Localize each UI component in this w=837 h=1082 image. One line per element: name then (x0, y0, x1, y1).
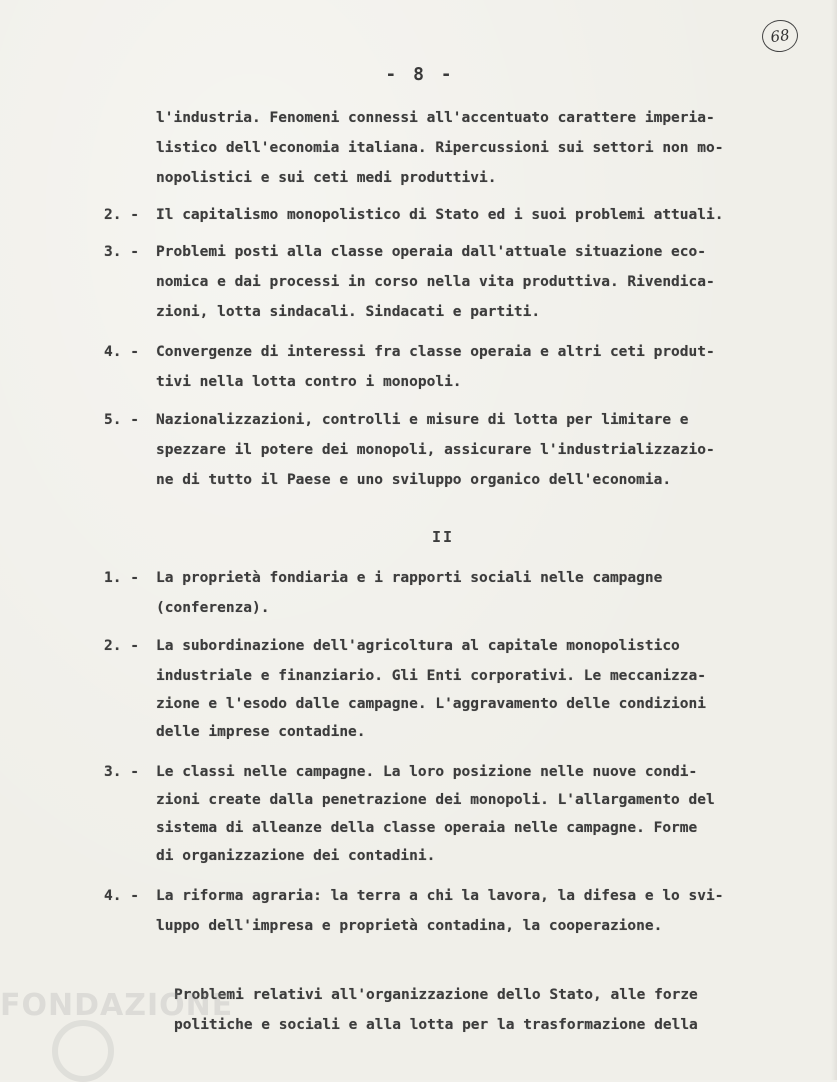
watermark-logo-icon (52, 1020, 114, 1082)
list-item-line: La riforma agraria: la terra a chi la lavora, la difesa e lo svi- (156, 888, 724, 904)
closing-line: Problemi relativi all'organizzazione dello Stato, alle forze (174, 987, 698, 1003)
closing-line: politiche e sociali e alla lotta per la trasformazione della (174, 1017, 698, 1033)
list-item-line: (conferenza). (156, 600, 270, 616)
list-item-line: delle imprese contadine. (156, 724, 366, 740)
list-item-number: 2. - (104, 207, 139, 223)
intro-line: l'industria. Fenomeni connessi all'accentuato carattere imperia- (156, 110, 715, 126)
list-item-line: Le classi nelle campagne. La loro posizione nelle nuove condi- (156, 764, 698, 780)
intro-line: listico dell'economia italiana. Ripercussioni sui settori non mo- (156, 140, 724, 156)
page-edge-shadow (831, 0, 837, 1080)
list-item-number: 4. - (104, 344, 139, 360)
list-item-line: Il capitalismo monopolistico di Stato ed i suoi problemi attuali. (156, 207, 724, 223)
archive-number-stamp: 68 (760, 18, 800, 55)
page-number: - 8 - (385, 64, 455, 85)
list-item-number: 5. - (104, 412, 139, 428)
intro-line: nopolistici e sui ceti medi produttivi. (156, 170, 497, 186)
list-item-line: luppo dell'impresa e proprietà contadina, la cooperazione. (156, 918, 663, 934)
list-item-line: Convergenze di interessi fra classe operaia e altri ceti produt- (156, 344, 715, 360)
list-item-line: Nazionalizzazioni, controlli e misure di lotta per limitare e (156, 412, 689, 428)
list-item-number: 3. - (104, 764, 139, 780)
list-item-number: 3. - (104, 244, 139, 260)
list-item-line: zione e l'esodo dalle campagne. L'aggravamento delle condizioni (156, 696, 706, 712)
list-item-line: nomica e dai processi in corso nella vita produttiva. Rivendica- (156, 274, 715, 290)
list-item-number: 1. - (104, 570, 139, 586)
list-item-line: zioni, lotta sindacali. Sindacati e partiti. (156, 304, 541, 320)
watermark-text: FONDAZIONE (0, 988, 234, 1023)
list-item-number: 4. - (104, 888, 139, 904)
list-item-line: sistema di alleanze della classe operaia nelle campagne. Forme (156, 820, 698, 836)
list-item-line: Problemi posti alla classe operaia dall'attuale situazione eco- (156, 244, 706, 260)
section-heading: II (431, 528, 455, 546)
list-item-number: 2. - (104, 638, 139, 654)
list-item-line: ne di tutto il Paese e uno sviluppo organico dell'economia. (156, 472, 672, 488)
list-item-line: spezzare il potere dei monopoli, assicurare l'industrializzazio- (156, 442, 715, 458)
list-item-line: industriale e finanziario. Gli Enti corporativi. Le meccanizza- (156, 668, 706, 684)
list-item-line: zioni create dalla penetrazione dei monopoli. L'allargamento del (156, 792, 715, 808)
list-item-line: La subordinazione dell'agricoltura al capitale monopolistico (156, 638, 680, 654)
list-item-line: La proprietà fondiaria e i rapporti sociali nelle campagne (156, 570, 663, 586)
list-item-line: tivi nella lotta contro i monopoli. (156, 374, 462, 390)
list-item-line: di organizzazione dei contadini. (156, 848, 436, 864)
